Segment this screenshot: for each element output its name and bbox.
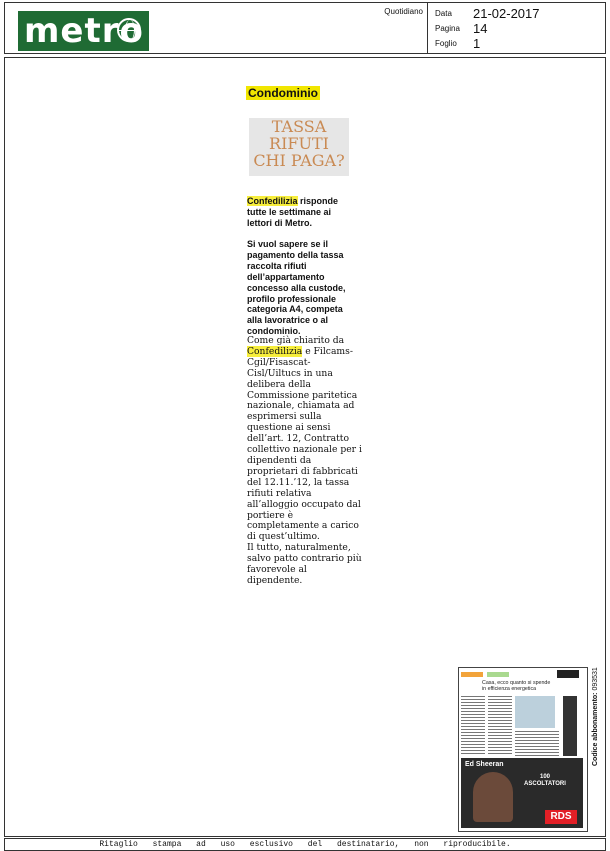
thumbnail-photo bbox=[515, 696, 555, 728]
section-kicker: Condominio bbox=[248, 86, 318, 100]
thumbnail-text-column bbox=[515, 731, 559, 756]
title-line: CHI PAGA? bbox=[253, 151, 345, 170]
article-answer bbox=[247, 336, 362, 587]
highlighted-term: Confedilizia bbox=[247, 345, 303, 357]
thumbnail-title bbox=[482, 680, 550, 692]
highlighted-term: Confedilizia bbox=[247, 196, 298, 206]
thumbnail-advert bbox=[461, 758, 583, 828]
document-meta bbox=[427, 3, 605, 53]
title-line: TASSA bbox=[271, 117, 327, 136]
subscription-code bbox=[592, 667, 599, 766]
thumbnail-tag bbox=[557, 670, 579, 678]
answer-text: e Filcams-Cgil/Fisascat-Cisl/Uiltucs in una delibera della Commissione paritetica nazionale, chiamata ad esprimersi sulla questione ai sensi dell’art. 12, Contratto collettivo nazionale per i dipendenti da proprietari di fabbricati del 12.11.’12, la tassa rifiuti relativa all’alloggio occupato dal portiere è completamente a carico di quest’ultimo. bbox=[247, 345, 362, 543]
sheet-label: Foglio bbox=[435, 39, 457, 48]
thumbnail-title-line: in efficienza energetica bbox=[482, 686, 537, 692]
advert-photo bbox=[473, 772, 513, 822]
answer-paragraph: Il tutto, naturalmente, salvo patto contrario più favorevole al dipendente. bbox=[247, 542, 362, 586]
thumbnail-header bbox=[461, 670, 579, 680]
answer-paragraph bbox=[247, 336, 362, 543]
reader-question: Si vuol sapere se il pagamento della tassa raccolta rifiuti dell’appartamento concesso alla custode, profilo professionale categoria A4, competa alla lavoratrice o al condominio. bbox=[247, 239, 346, 337]
document-header bbox=[4, 2, 606, 54]
publication-type: Quotidiano bbox=[384, 7, 423, 16]
page-thumbnail bbox=[458, 667, 588, 832]
article-intro bbox=[247, 196, 357, 229]
thumbnail-tag bbox=[461, 672, 483, 677]
date-label: Data bbox=[435, 9, 452, 18]
sheet-value: 1 bbox=[473, 36, 481, 51]
metro-logo bbox=[18, 11, 149, 51]
thumbnail-text-column bbox=[461, 696, 485, 756]
code-label: Codice abbonamento: bbox=[592, 692, 599, 766]
page-label: Pagina bbox=[435, 24, 460, 33]
thumbnail-title-line: Casa, ecco quanto si spende bbox=[482, 680, 551, 686]
logo-text: metro bbox=[24, 11, 144, 51]
code-value: 093531 bbox=[592, 667, 599, 691]
advert-text: 100 ASCOLTATORI bbox=[524, 774, 566, 787]
thumbnail-tag bbox=[487, 672, 509, 677]
date-value: 21-02-2017 bbox=[473, 6, 540, 21]
globe-icon bbox=[117, 18, 141, 42]
intro-text: risponde tutte le settimane ai lettori di Metro. bbox=[247, 196, 339, 228]
logo-cell bbox=[5, 3, 428, 53]
title-line: RIFUTI bbox=[269, 134, 329, 153]
article-title bbox=[249, 118, 349, 176]
advert-name: Ed Sheeran bbox=[465, 761, 504, 768]
thumbnail-text-column bbox=[488, 696, 512, 756]
thumbnail-sidebar bbox=[563, 696, 577, 756]
footer-notice: Ritaglio stampa ad uso esclusivo del destinatario, non riproducibile. bbox=[4, 838, 606, 851]
page-value: 14 bbox=[473, 21, 488, 36]
answer-text: Come già chiarito da bbox=[247, 335, 345, 346]
advert-logo: RDS bbox=[545, 810, 577, 824]
